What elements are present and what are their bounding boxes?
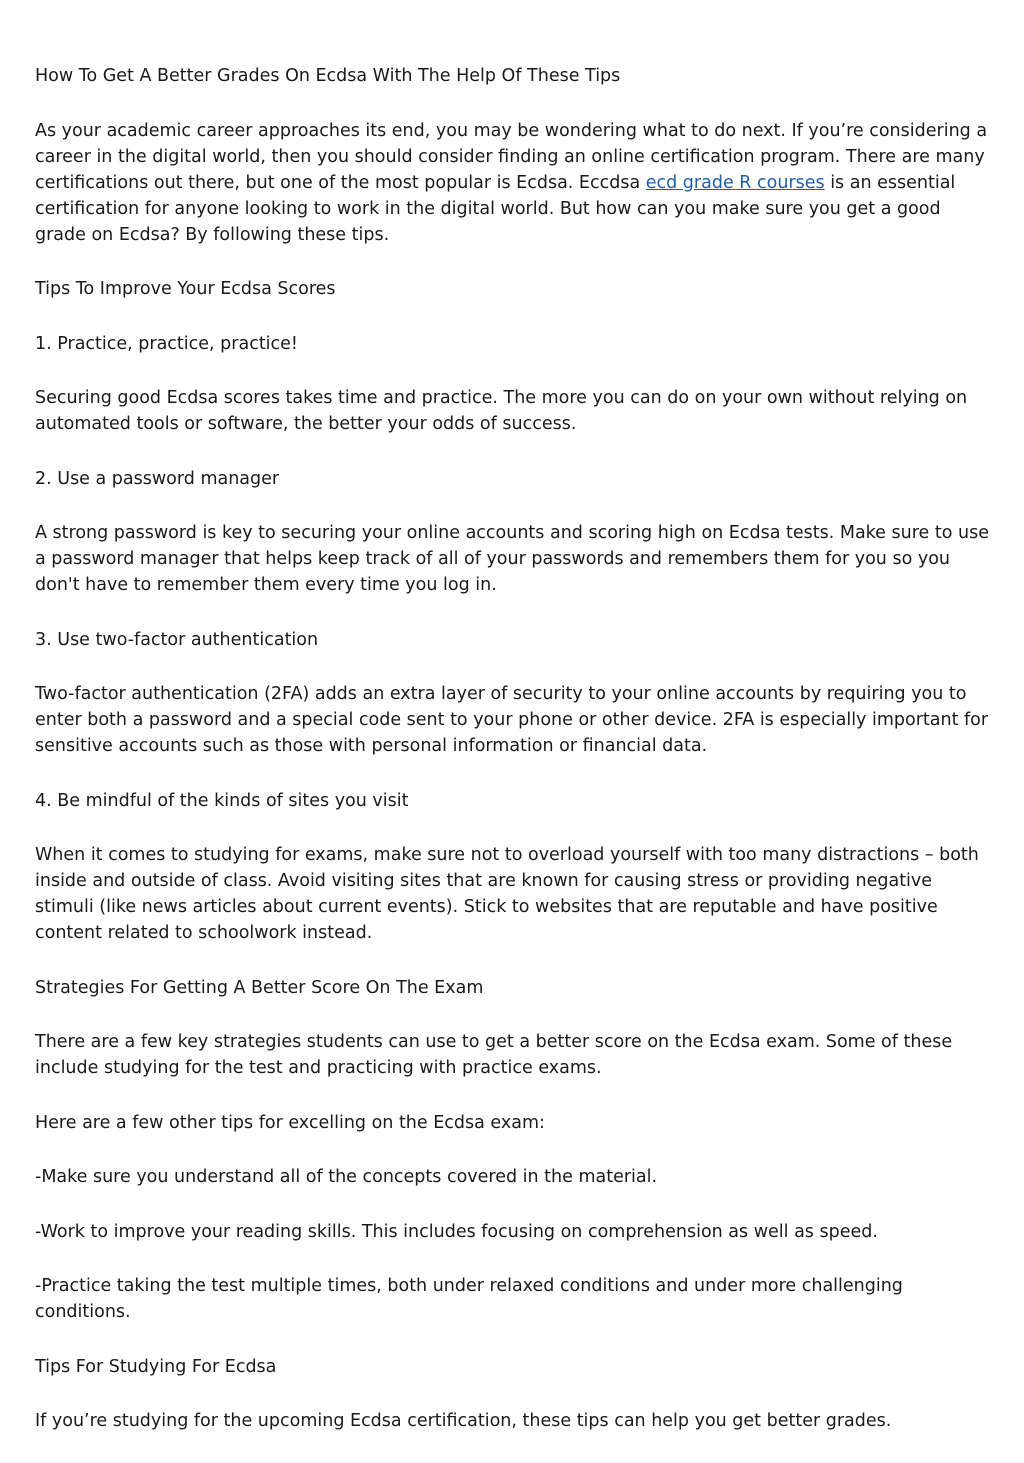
tip-3-body: Two-factor authentication (2FA) adds an extra layer of security to your online accounts by requiring you to enter both a password and a special code sent to your phone or other device. 2FA is especially important for sensitive accounts such as those with personal information or financial data. xyxy=(35,684,989,756)
tip-3-heading: 3. Use two-factor authentication xyxy=(35,629,319,650)
section-heading-improve-scores: Tips To Improve Your Ecdsa Scores xyxy=(35,279,336,299)
tip-2-heading: 2. Use a password manager xyxy=(35,468,280,489)
intro-text-after-link: is an essential certification for anyone looking to work in the digital world. But how can you make sure you get a good grade on Ecdsa? By following these tips. xyxy=(35,172,956,245)
tip-1-body: Securing good Ecdsa scores takes time and practice. The more you can do on your own without relying on automated tools or software, the better your odds of success. xyxy=(35,388,968,434)
intro-paragraph xyxy=(35,118,995,248)
tip-2-body: A strong password is key to securing your online accounts and scoring high on Ecdsa tests. Make sure to use a password manager that helps keep track of all of your passwords and remembers them for you so you don't have to remember them every time you log in. xyxy=(35,523,989,595)
tip-4-heading: 4. Be mindful of the kinds of sites you visit xyxy=(35,790,409,811)
tip-1-heading: 1. Practice, practice, practice! xyxy=(35,333,298,354)
strategies-list-intro: Here are a few other tips for excelling on the Ecdsa exam: xyxy=(35,1112,545,1133)
document-page xyxy=(35,63,995,1463)
studying-tips-paragraph: If you’re studying for the upcoming Ecdsa certification, these tips can help you get better grades. xyxy=(35,1411,892,1431)
strategies-paragraph: There are a few key strategies students can use to get a better score on the Ecdsa exam. Some of these include studying for the test and practicing with practice exams. xyxy=(35,1032,953,1078)
ecd-grade-r-courses-link[interactable]: ecd grade R courses xyxy=(645,172,825,193)
tip-4-body: When it comes to studying for exams, make sure not to overload yourself with too many distractions – both inside and outside of class. Avoid visiting sites that are known for causing stress or providing negative stimuli (like news articles about current events). Stick to websites that are reputable and have positive content related to schoolwork instead. xyxy=(35,845,979,943)
document-title: How To Get A Better Grades On Ecdsa With The Help Of These Tips xyxy=(35,66,621,86)
intro-text-before-link: As your academic career approaches its end, you may be wondering what to do next. If you’re considering a career in the digital world, then you should consider finding an online certification program. There are many certifications out there, but one of the most popular is Ecdsa. Eccdsa xyxy=(35,120,988,193)
strategies-list-item-1: -Make sure you understand all of the concepts covered in the material. xyxy=(35,1167,658,1187)
section-heading-studying-tips: Tips For Studying For Ecdsa xyxy=(35,1356,277,1377)
strategies-list-item-2: -Work to improve your reading skills. This includes focusing on comprehension as well as speed. xyxy=(35,1221,878,1242)
strategies-list-item-3: -Practice taking the test multiple times, both under relaxed conditions and under more challenging conditions. xyxy=(35,1276,903,1322)
section-heading-strategies: Strategies For Getting A Better Score On The Exam xyxy=(35,977,484,998)
